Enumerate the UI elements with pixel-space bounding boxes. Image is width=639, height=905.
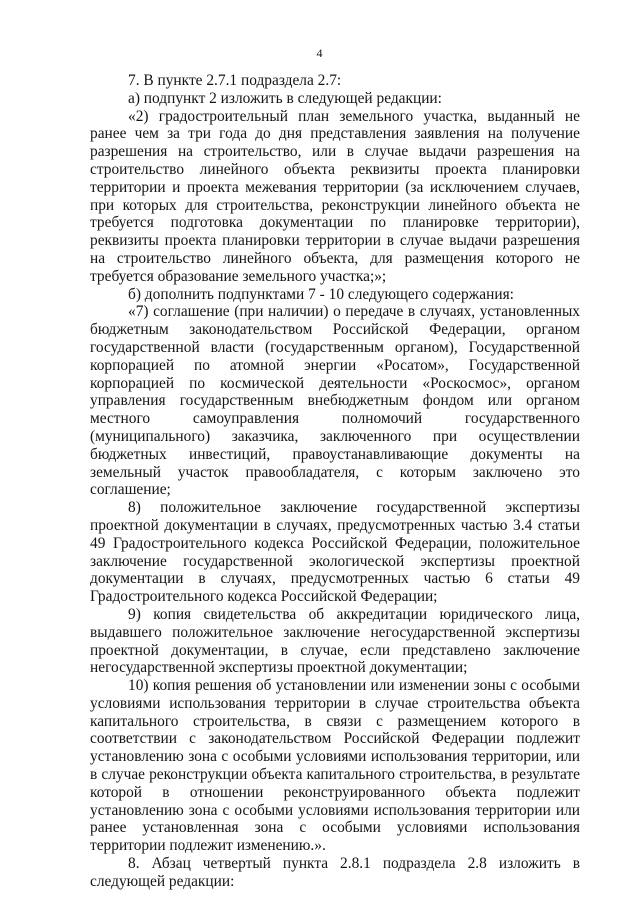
paragraph-subitem-b: б) дополнить подпунктами 7 - 10 следующего содержания: — [128, 285, 514, 303]
paragraph-subitem-9-text: 9) копия свидетельства об аккредитации юридического лица, выдавшего положительное заключение негосударственной экспертизы проектной документации, в случае, если представлено заключение негосударственной экспертизы проектной документации; — [90, 605, 580, 677]
paragraph-subitem-2-text: «2) градостроительный план земельного участка, выданный не ранее чем за три года до дня представления заявления на получение разрешения на строительство, или в случае выдачи разрешения на строительство линейного объекта реквизиты проекта планировки территории и проекта межевания территории (за исключением случаев, при которых для строительства, реконструкции линейного объекта не требуется подготовка документации по планировке территории), реквизиты проекта планировки территории в случае выдачи разрешения на строительство линейного объекта, для размещения которого не требуется образование земельного участка;»; — [90, 107, 580, 285]
page-number: 4 — [316, 46, 323, 60]
document-body — [90, 72, 580, 891]
paragraph-subitem-8-text: 8) положительное заключение государственной экспертизы проектной документации в случаях, предусмотренных частью 3.4 статьи 49 Градостроительного кодекса Российской Федерации, положительное заключение государственной экологической экспертизы проектной документации в случаях, предусмотренных частью 6 статьи 49 Градостроительного кодекса Российской Федерации; — [90, 499, 580, 606]
paragraph-subitem-7-text: «7) соглашение (при наличии) о передаче в случаях, установленных бюджетным законодательством Российской Федерации, органом государственной власти (государственным органом), Государственной корпорацией по атомной энергии «Росатом», Государственной корпорацией по космической деятельности «Роскосмос», органом управления государственным внебюджетным фондом или органом местного самоуправления полномочий государственного (муниципального) заказчика, заключенного при осуществлении бюджетных инвестиций, правоустанавливающие документы на земельный участок правообладателя, с которым заключено это соглашение; — [90, 303, 580, 499]
paragraph-item-8-heading: 8. Абзац четвертый пункта 2.8.1 подраздела 2.8 изложить в следующей редакции: — [90, 855, 580, 890]
paragraph-subitem-a: а) подпункт 2 изложить в следующей редакции: — [128, 89, 442, 107]
paragraph-item-7-heading: 7. В пункте 2.7.1 подраздела 2.7: — [128, 72, 342, 89]
paragraph-subitem-10-text: 10) копия решения об установлении или изменении зоны с особыми условиями использования территории в случае строительства объекта капитального строительства, в связи с размещением которого в соответствии с законодательством Российской Федерации подлежит установлению зона с особыми условиями использования территории, или в случае реконструкции объекта капитального строительства, в результате которой в отношении реконструированного объекта подлежит установлению зона с особыми условиями использования территории или ранее установленная зона с особыми условиями использования территории подлежит изменению.». — [90, 677, 580, 855]
